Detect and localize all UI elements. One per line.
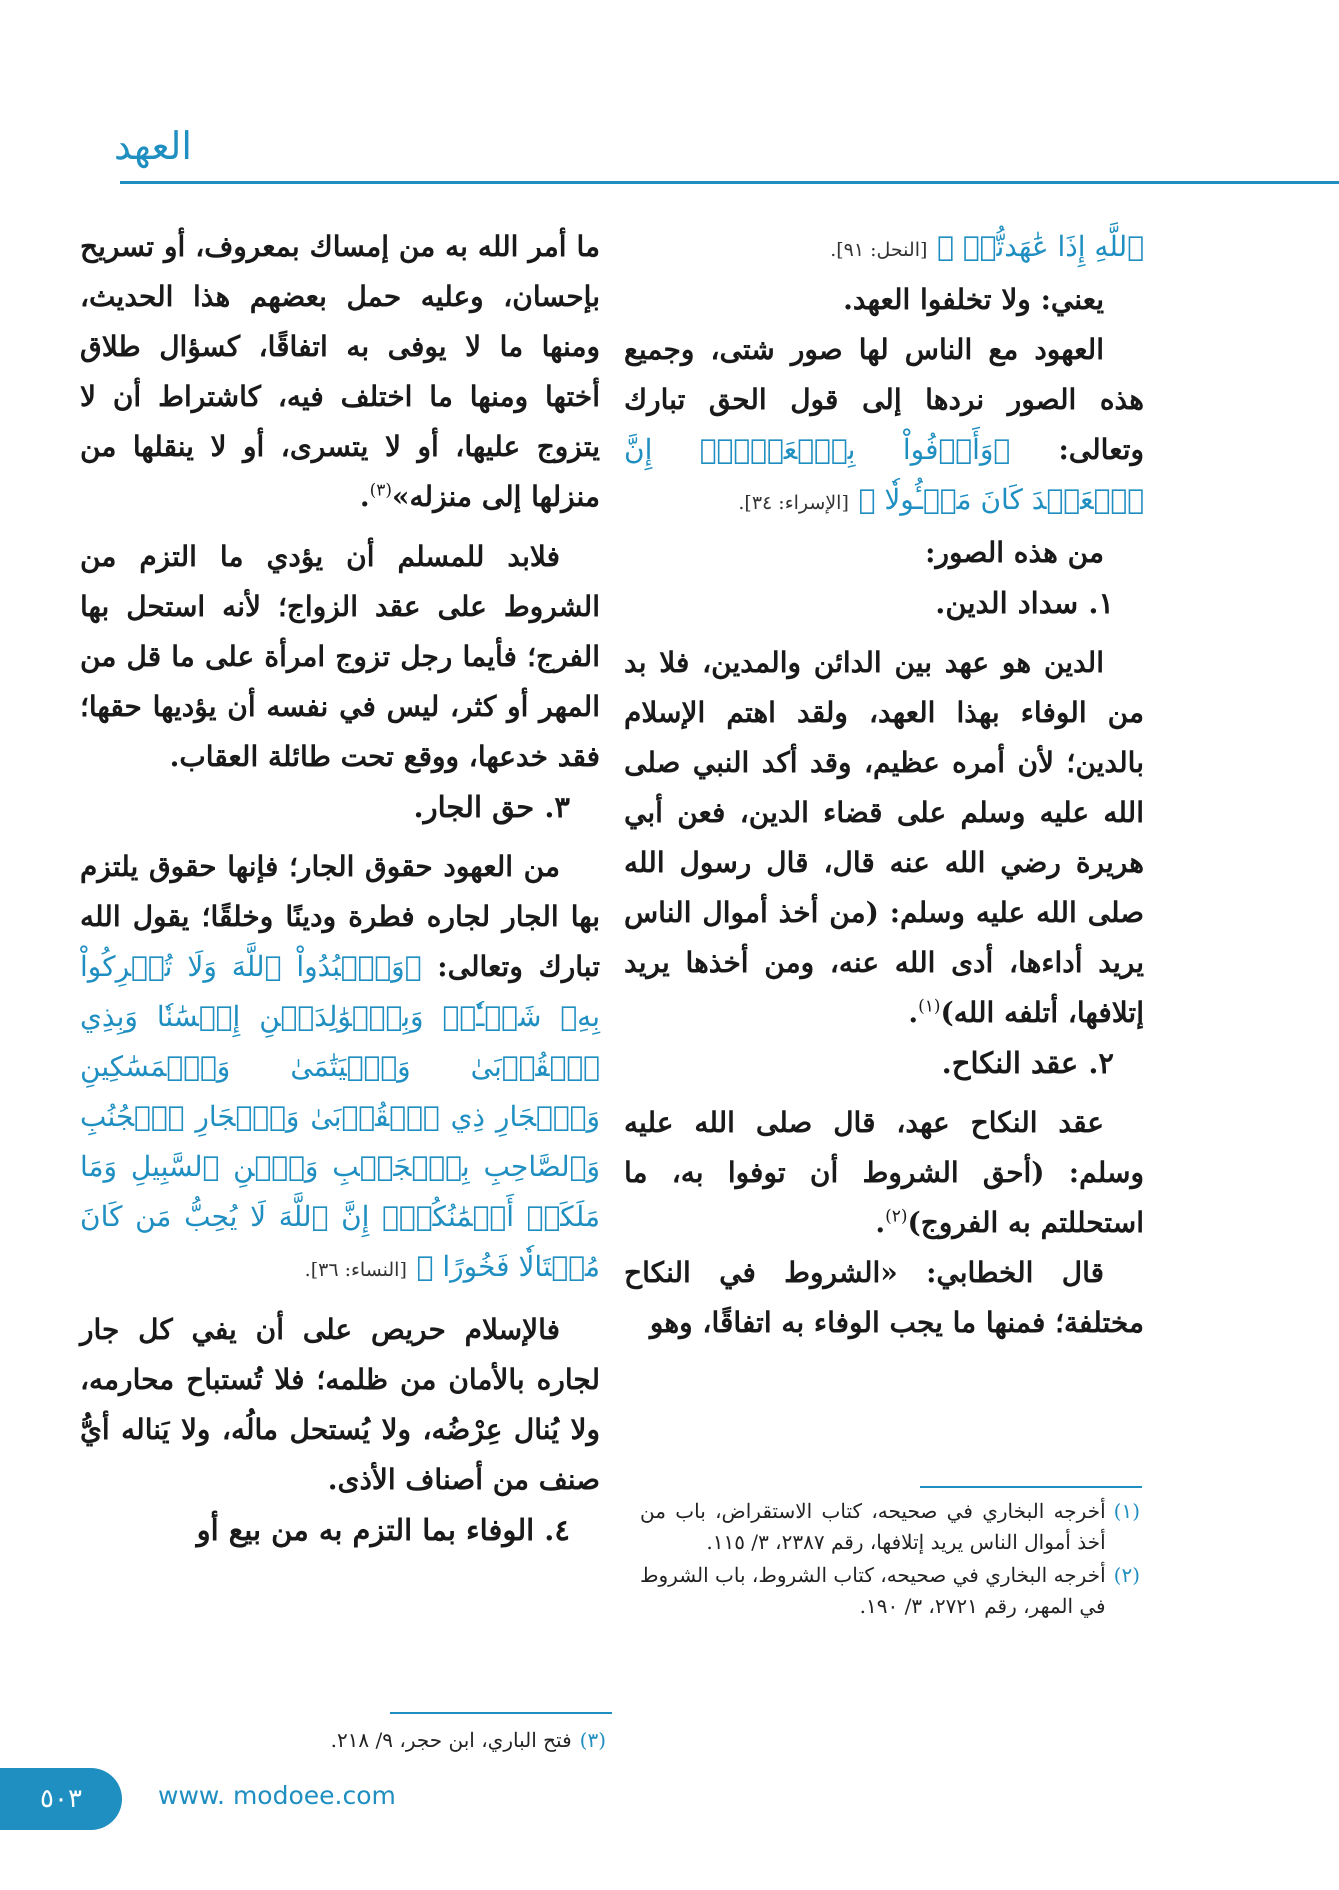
footnotes-left — [96, 1725, 606, 1758]
paragraph: يعني: ولا تخلفوا العهد. — [843, 283, 1104, 316]
footnote-divider — [390, 1712, 612, 1714]
page-number: ٥٠٣ — [40, 1784, 82, 1814]
paragraph: الدين هو عهد بين الدائن والمدين، فلا بد من الوفاء بهذا العهد، ولقد اهتم الإسلام بالدين؛ لأن أمره عظيم، وقد أكد النبي صلى الله عليه وسلم على قضاء الدين، فعن أبي هريرة رضي الله عنه قال، قال رسول الله صلى الله عليه وسلم: (من أخذ أموال الناس يريد أداءها، أدى الله عنه، ومن أخذها يريد إتلافها، أتلفه الله)$^{(١)}$. — [624, 646, 1144, 1029]
left-column — [80, 222, 600, 1555]
footnote-number: (٢) — [1113, 1563, 1140, 1587]
section-heading: ١. سداد الدين. — [935, 586, 1114, 620]
paragraph — [624, 325, 1144, 528]
footnote-number: (٣) — [579, 1728, 606, 1752]
verse-reference: [الإسراء: ٣٤]. — [738, 492, 849, 514]
paragraph: عقد النكاح عهد، قال صلى الله عليه وسلم: (أحق الشروط أن توفوا به، ما استحللتم به الفروج)$^{(٢)}$. — [624, 1106, 1144, 1239]
verse-reference: [النساء: ٣٦]. — [304, 1259, 407, 1281]
footnote-text: فتح الباري، ابن حجر، ٩/ ٢١٨. — [330, 1728, 572, 1752]
section-heading: ٣. حق الجار. — [413, 790, 570, 824]
paragraph-text: الدين هو عهد بين الدائن والمدين، فلا بد من الوفاء بهذا العهد، ولقد اهتم الإسلام بالدين؛ لأن أمره عظيم، وقد أكد النبي صلى الله عليه وسلم على قضاء الدين، فعن أبي هريرة رضي الله عنه قال، قال رسول الله صلى الله عليه وسلم: (من أخذ أموال الناس يريد أداءها، أدى الله عنه، ومن أخذها يريد إتلافها، أتلفه الله) — [624, 646, 1144, 1029]
page-title: العهد — [114, 124, 192, 168]
quran-text: ﴿وَأَوۡفُواْ بِٱلۡعَهۡدِۖ إِنَّ ٱلۡعَهۡدَ كَانَ مَسۡـُٔولٗا ﴾ — [624, 433, 1144, 516]
footnote-marker[interactable]: (١) — [918, 996, 941, 1017]
footnote-marker[interactable]: (٣) — [369, 480, 393, 501]
paragraph — [80, 842, 600, 1295]
footnote-text: أخرجه البخاري في صحيحه، كتاب الشروط، باب الشروط في المهر، رقم ٢٧٢١، ٣/ ١٩٠. — [640, 1563, 1106, 1618]
paragraph: قال الخطابي: «الشروط في النكاح مختلفة؛ فمنها ما يجب الوفاء به اتفاقًا، وهو — [624, 1256, 1144, 1339]
paragraph: من هذه الصور: — [925, 536, 1104, 569]
footnote — [640, 1560, 1140, 1622]
footnote — [96, 1725, 606, 1756]
quran-text: ٱللَّهِ إِذَا عَٰهَدتُّمۡ ﴾ — [937, 230, 1144, 263]
header-divider — [120, 181, 1339, 184]
paragraph-text: عقد النكاح عهد، قال صلى الله عليه وسلم: (أحق الشروط أن توفوا به، ما استحللتم به الفروج) — [624, 1106, 1144, 1239]
section-heading: ٢. عقد النكاح. — [941, 1046, 1114, 1080]
quran-text: ﴿وَٱعۡبُدُواْ ٱللَّهَ وَلَا تُشۡرِكُواْ بِهِۦ شَيۡـٔٗاۖ وَبِٱلۡوَٰلِدَيۡنِ إِحۡسَٰنٗا وَبِذِي ٱلۡقُرۡبَىٰ وَٱلۡيَتَٰمَىٰ وَٱلۡمَسَٰكِينِ وَٱلۡجَارِ ذِي ٱلۡقُرۡبَىٰ وَٱلۡجَارِ ٱلۡجُنُبِ وَٱلصَّاحِبِ بِٱلۡجَنۢبِ وَٱبۡنِ ٱلسَّبِيلِ وَمَا مَلَكَتۡ أَيۡمَٰنُكُمۡۗ إِنَّ ٱللَّهَ لَا يُحِبُّ مَن كَانَ مُخۡتَالٗا فَخُورًا ﴾ — [80, 950, 600, 1283]
footnote-divider — [920, 1486, 1142, 1488]
paragraph-text: ما أمر الله به من إمساك بمعروف، أو تسريح بإحسان، وعليه حمل بعضهم هذا الحديث، ومنها ما لا يوفى به اتفاقًا، كسؤال طلاق أختها ومنها ما اختلف فيه، كاشتراط أن لا يتزوج عليها، أو لا يتسرى، أو لا ينقلها من منزلها إلى منزله» — [80, 230, 600, 513]
website-link[interactable]: www. modoee.com — [158, 1781, 396, 1810]
footnote — [640, 1496, 1140, 1558]
right-column — [624, 222, 1144, 1348]
footnote-number: (١) — [1113, 1499, 1140, 1523]
footnote-text: أخرجه البخاري في صحيحه، كتاب الاستقراض، باب من أخذ أموال الناس يريد إتلافها، رقم ٢٣٨٧، ٣/ ١١٥. — [640, 1499, 1106, 1554]
paragraph-text: من العهود حقوق الجار؛ فإنها حقوق يلتزم بها الجار لجاره فطرة ودينًا وخلقًا؛ يقول الله تبارك وتعالى: — [80, 850, 600, 983]
paragraph: فالإسلام حريص على أن يفي كل جار لجاره بالأمان من ظلمه؛ فلا تُستباح محارمه، ولا يُنال عِرْضُه، ولا يُستحل مالُه، ولا يَناله أيُّ صنف من أصناف الأذى. — [80, 1313, 600, 1496]
paragraph: ما أمر الله به من إمساك بمعروف، أو تسريح بإحسان، وعليه حمل بعضهم هذا الحديث، ومنها ما لا يوفى به اتفاقًا، كسؤال طلاق أختها ومنها ما اختلف فيه، كاشتراط أن لا يتزوج عليها، أو لا يتسرى، أو لا ينقلها من منزلها إلى منزله»$^{(٣)}$. — [80, 230, 600, 513]
footnotes-right — [640, 1496, 1140, 1624]
page-number-badge — [0, 1768, 122, 1830]
verse-reference: [النحل: ٩١]. — [830, 239, 928, 261]
quran-verse-continuation — [624, 222, 1144, 275]
section-heading: ٤. الوفاء بما التزم به من بيع أو — [196, 1513, 570, 1547]
footnote-marker[interactable]: (٢) — [885, 1206, 908, 1227]
paragraph: فلابد للمسلم أن يؤدي ما التزم من الشروط على عقد الزواج؛ لأنه استحل بها الفرج؛ فأيما رجل تزوج امرأة على ما قل من المهر أو كثر، ليس في نفسه أن يؤديها حقها؛ فقد خدعها، ووقع تحت طائلة العقاب. — [80, 540, 600, 773]
paragraph-text: العهود مع الناس لها صور شتى، وجميع هذه الصور نردها إلى قول الحق تبارك وتعالى: — [624, 333, 1145, 466]
